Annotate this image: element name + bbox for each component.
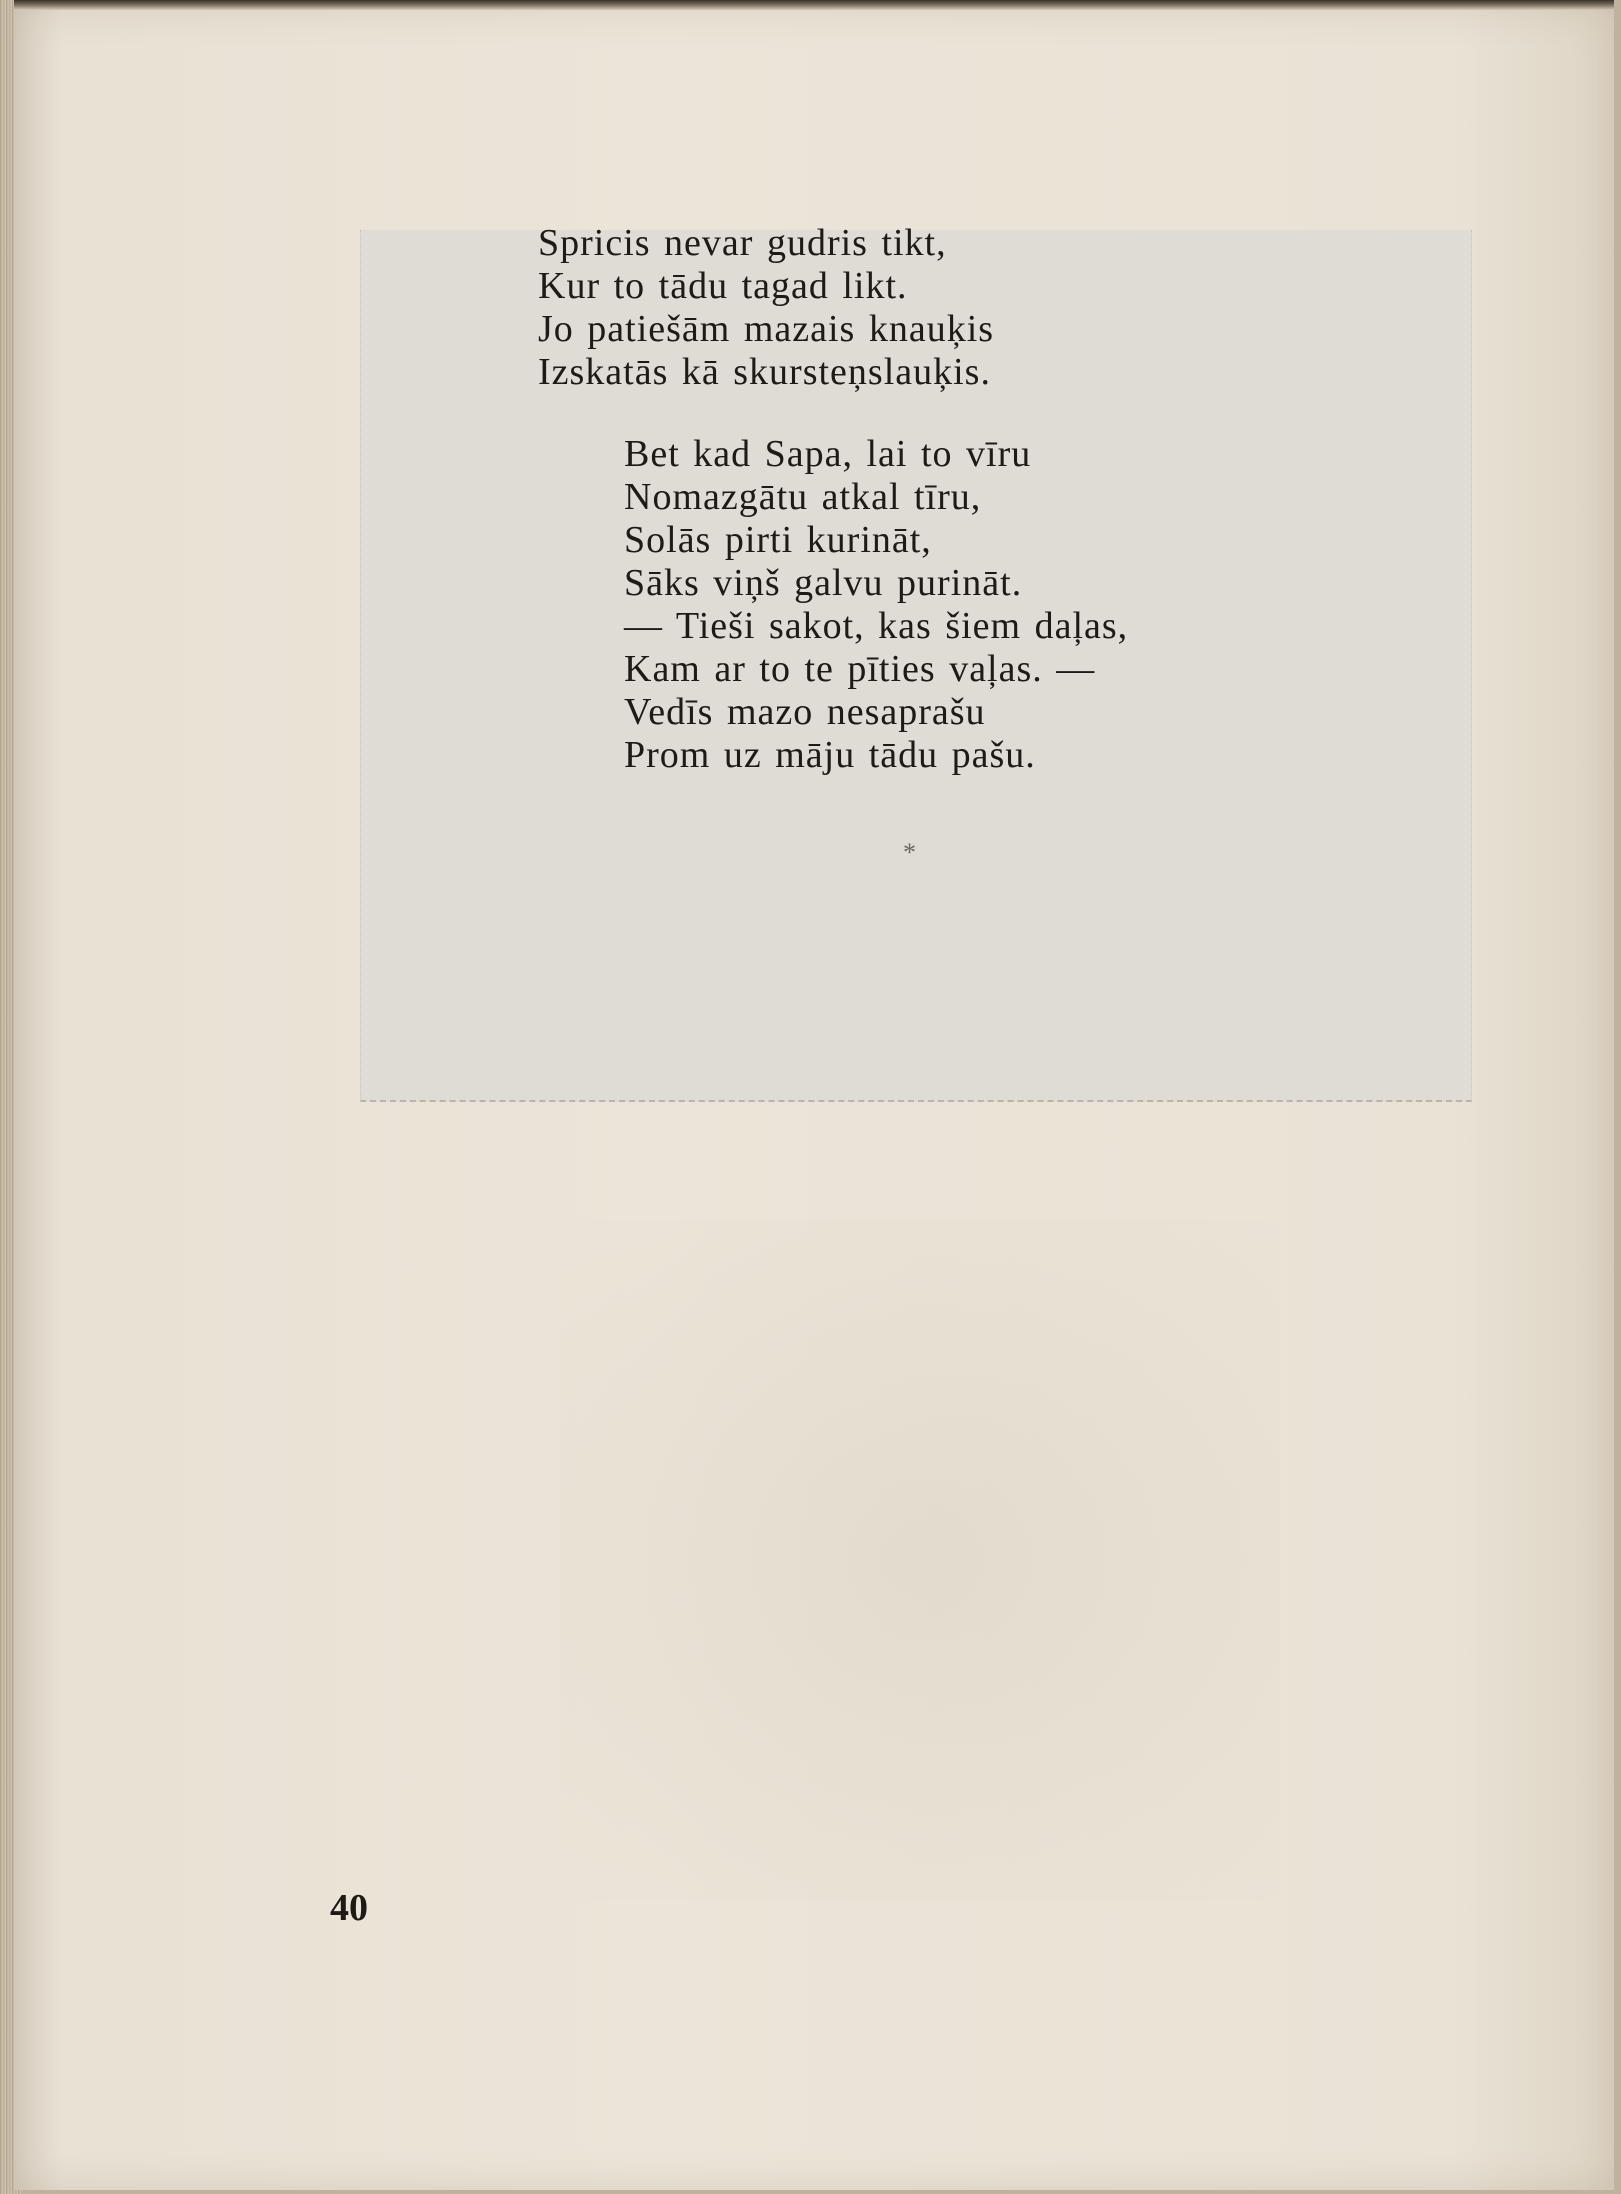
page-number: 40 [330,1887,368,1929]
bleed-through-text-area [560,1220,1280,1900]
asterisk-ornament: * [903,838,916,867]
poem-line: Spricis nevar gudris tikt, [538,222,947,264]
page-top-edge [14,0,1614,10]
poem-line: Jo patiešām mazais knauķis [538,308,995,350]
poem-stanza-2 [624,433,1128,777]
poem-line: — Tieši sakot, kas šiem daļas, [624,605,1129,647]
poem-line: Izskatās kā skursteņslauķis. [538,351,991,393]
poem-line: Solās pirti kurināt, [624,519,932,561]
poem-stanza-1 [538,222,994,394]
poem-line: Kam ar to te pīties vaļas. — [624,648,1096,690]
poem-line: Vedīs mazo nesaprašu [624,691,986,733]
poem-line: Sāks viņš galvu purināt. [624,562,1023,604]
poem-line: Prom uz māju tādu pašu. [624,734,1036,776]
poem-line: Nomazgātu atkal tīru, [624,476,982,518]
poem-line: Bet kad Sapa, lai to vīru [624,433,1032,475]
poem-line: Kur to tādu tagad likt. [538,265,908,307]
